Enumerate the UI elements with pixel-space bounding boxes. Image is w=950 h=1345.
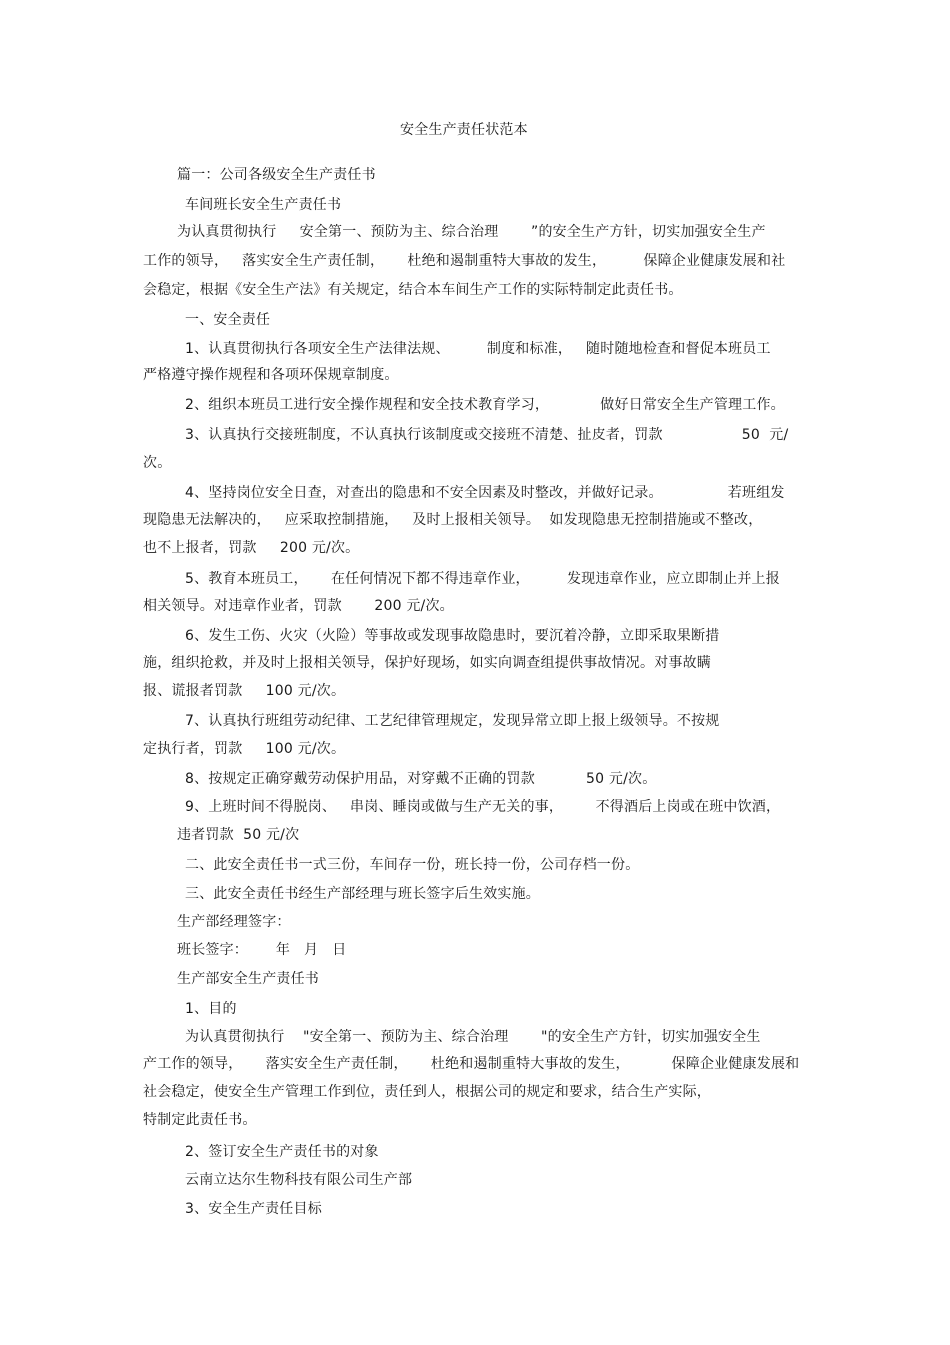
purpose-line: 特制定此责任书。 bbox=[143, 1112, 257, 1128]
subheading-team-leader: 车间班长安全生产责任书 bbox=[185, 197, 342, 213]
list-item: 3、认真执行交接班制度，不认真执行该制度或交接班不清楚、扯皮者，罚款 50 元/ bbox=[185, 427, 789, 443]
list-item: 6、发生工伤、火灾（火险）等事故或发现事故隐患时，要沉着冷静，立即采取果断措 bbox=[185, 628, 720, 644]
list-item: 现隐患无法解决的， 应采取控制措施， 及时上报相关领导。 如发现隐患无控制措施或不整改， bbox=[143, 512, 763, 528]
intro-line: 会稳定，根据《安全生产法》有关规定，结合本车间生产工作的实际特制定此责任书。 bbox=[143, 282, 683, 298]
section-heading: 篇一：公司各级安全生产责任书 bbox=[177, 167, 376, 183]
intro-line: 工作的领导， 落实安全生产责任制， 杜绝和遏制重特大事故的发生， 保障企业健康发展和社 bbox=[143, 253, 786, 269]
section-purpose: 1、目的 bbox=[185, 1001, 237, 1017]
list-item: 2、组织本班员工进行安全操作规程和安全技术教育学习， 做好日常安全生产管理工作。 bbox=[185, 397, 785, 413]
section-goal: 3、安全生产责任目标 bbox=[185, 1201, 322, 1217]
list-item: 次。 bbox=[143, 455, 172, 471]
purpose-line: 社会稳定，使安全生产管理工作到位，责任到人，根据公司的规定和要求，结合生产实际， bbox=[143, 1084, 711, 1100]
signature-leader: 班长签字： 年 月 日 bbox=[177, 942, 347, 958]
list-item: 报、谎报者罚款 100 元/次。 bbox=[143, 683, 346, 699]
intro-line: 为认真贯彻执行 安全第一、预防为主、综合治理 ”的安全生产方针，切实加强安全生产 bbox=[177, 224, 766, 240]
part-heading: 三、此安全责任书经生产部经理与班长签字后生效实施。 bbox=[185, 886, 540, 902]
doc-title: 安全生产责任状范本 bbox=[400, 122, 528, 138]
signature-manager: 生产部经理签字： bbox=[177, 914, 291, 930]
list-item: 施，组织抢救，并及时上报相关领导，保护好现场，如实向调查组提供事故情况。对事故瞒 bbox=[143, 655, 711, 671]
part-heading: 一、安全责任 bbox=[185, 312, 271, 328]
target-company: 云南立达尔生物科技有限公司生产部 bbox=[185, 1172, 413, 1188]
list-item: 9、上班时间不得脱岗、 串岗、睡岗或做与生产无关的事， 不得酒后上岗或在班中饮酒， bbox=[185, 799, 781, 815]
list-item: 7、认真执行班组劳动纪律、工艺纪律管理规定，发现异常立即上报上级领导。不按规 bbox=[185, 713, 720, 729]
part-heading: 二、此安全责任书一式三份，车间存一份，班长持一份，公司存档一份。 bbox=[185, 857, 640, 873]
purpose-line: 产工作的领导， 落实安全生产责任制， 杜绝和遏制重特大事故的发生， 保障企业健康发展和 bbox=[143, 1056, 800, 1072]
list-item: 4、坚持岗位安全日查，对查出的隐患和不安全因素及时整改，并做好记录。 若班组发 bbox=[185, 485, 785, 501]
list-item: 相关领导。对违章作业者，罚款 200 元/次。 bbox=[143, 598, 454, 614]
section-target: 2、签订安全生产责任书的对象 bbox=[185, 1144, 379, 1160]
list-item: 也不上报者，罚款 200 元/次。 bbox=[143, 540, 360, 556]
list-item: 1、认真贯彻执行各项安全生产法律法规、 制度和标准， 随时随地检查和督促本班员工 bbox=[185, 341, 771, 357]
list-item: 8、按规定正确穿戴劳动保护用品，对穿戴不正确的罚款 50 元/次。 bbox=[185, 771, 657, 787]
list-item: 5、教育本班员工， 在任何情况下都不得违章作业， 发现违章作业，应立即制止并上报 bbox=[185, 571, 780, 587]
list-item: 违者罚款 50 元/次 bbox=[177, 827, 300, 843]
list-item: 定执行者，罚款 100 元/次。 bbox=[143, 741, 346, 757]
subheading-production: 生产部安全生产责任书 bbox=[177, 971, 319, 987]
list-item: 严格遵守操作规程和各项环保规章制度。 bbox=[143, 367, 399, 383]
purpose-line: 为认真贯彻执行 "安全第一、预防为主、综合治理 "的安全生产方针，切实加强安全生 bbox=[185, 1029, 761, 1045]
